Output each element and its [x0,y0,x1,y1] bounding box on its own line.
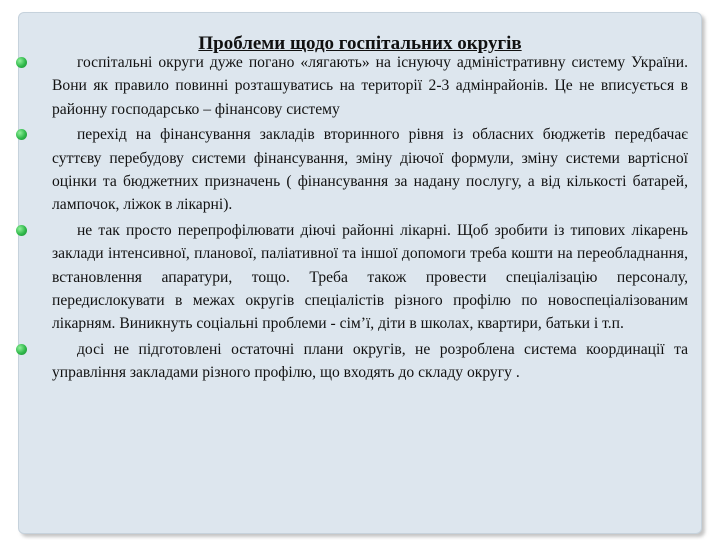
bullet-text-2: перехід на фінансування закладів вторинного рівня із обласних бюджетів передбачає суттєву перебудову системи фінансування, зміну діючої формули, зміну системи вартісної оцінки та бюджетних призначень ( фінансування за надану послугу, а від кількості батарей, лампочок, ліжок в лікарні). [52,126,688,214]
green-bullet-icon [16,225,27,236]
bullet-item-1 [52,51,688,121]
bullet-text-4: досі не підготовлені остаточні плани округів, не розроблена система координації та управління закладами різного профілю, що входять до складу округу . [52,340,688,382]
bullet-list [52,51,688,387]
green-bullet-icon [16,57,27,68]
bullet-item-3 [52,219,688,336]
green-bullet-icon [16,344,27,355]
bullet-text-3: не так просто перепрофілювати діючі районні лікарні. Щоб зробити із типових лікарень заклади інтенсивної, планової, паліативної та іншої допомоги треба кошти на переобладнання, встановлення апаратури, тощо. Треба також провести спеціалізацію персоналу, передислокувати в межах округів спеціалістів різного профілю по новоспеціалізованим лікарням. Виникнуть соціальні проблеми - сім’ї, діти в школах, квартири, батьки і т.п. [52,221,688,333]
bullet-item-4 [52,338,688,385]
bullet-text-1: госпітальні округи дуже погано «лягають» на існуючу адміністративну систему України. Вони як правило повинні розташуватись на території 2-3 адмінрайонів. Це не вписується в районну господарсько – фінансову систему [52,54,688,118]
slide-title: Проблеми щодо госпітальних округів [198,33,522,54]
bullet-item-2 [52,123,688,217]
